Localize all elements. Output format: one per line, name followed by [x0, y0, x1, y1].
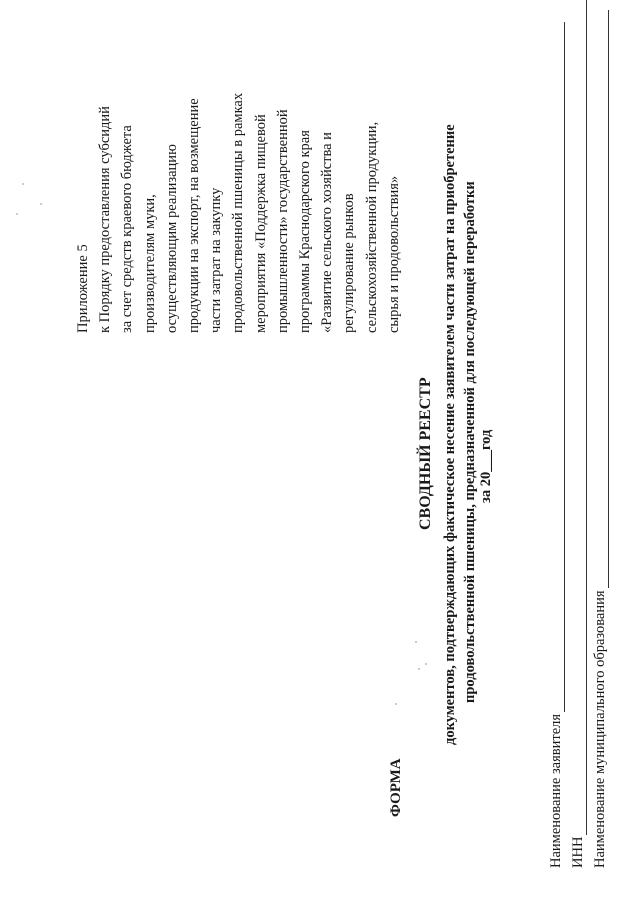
- appendix-line: части затрат на закупку: [208, 187, 225, 333]
- appendix-line: промышленности» государственной: [274, 109, 291, 333]
- applicant-name-underline: [550, 22, 565, 712]
- inn-field: [570, 0, 587, 868]
- appendix-line: производителям муки,: [141, 194, 158, 333]
- appendix-line: к Порядку предоставления субсидий: [97, 106, 114, 333]
- inn-label: ИНН: [570, 836, 586, 868]
- municipality-underline: [594, 10, 609, 588]
- scan-speck: [425, 663, 427, 665]
- appendix-line: Приложение 5: [75, 244, 91, 333]
- applicant-name-label: Наименование заявителя: [548, 713, 564, 868]
- appendix-line: программы Краснодарского края: [297, 130, 314, 333]
- scan-speck: [415, 641, 417, 643]
- municipality-field: [592, 10, 609, 868]
- document-title: СВОДНЫЙ РЕЕСТР: [417, 377, 434, 530]
- inn-underline: [572, 0, 587, 835]
- appendix-line: мероприятия «Поддержка пищевой: [252, 114, 269, 333]
- document-subtitle-line-1: документов, подтверждающих фактическое несение заявителем части затрат на приобретение: [442, 124, 458, 745]
- appendix-line: сельскохозяйственной продукции,: [363, 121, 380, 333]
- scan-speck: [16, 213, 18, 215]
- appendix-line: осуществляющим реализацию: [163, 144, 180, 333]
- municipality-label: Наименование муниципального образования: [592, 590, 608, 868]
- document-subtitle-line-2: продовольственной пшеницы, предназначенной для последующей переработки: [462, 181, 478, 703]
- appendix-reference-block: [72, 23, 405, 333]
- applicant-name-field: [548, 22, 565, 868]
- scan-speck: [395, 703, 397, 705]
- scan-speck: [22, 183, 24, 185]
- appendix-line: продовольственной пшеницы в рамках: [230, 92, 247, 333]
- appendix-line: за счет средств краевого бюджета: [119, 125, 136, 333]
- appendix-line: сырья и продовольствия»: [385, 175, 402, 333]
- appendix-line: «Развитие сельского хозяйства и: [319, 132, 336, 333]
- appendix-line: регулирование рынков: [341, 193, 358, 333]
- form-label: ФОРМА: [388, 758, 404, 817]
- year-line: за 20___год: [478, 429, 494, 503]
- scan-speck: [40, 203, 42, 205]
- appendix-line: продукции на экспорт, на возмещение: [186, 98, 203, 333]
- scan-speck: [418, 668, 420, 670]
